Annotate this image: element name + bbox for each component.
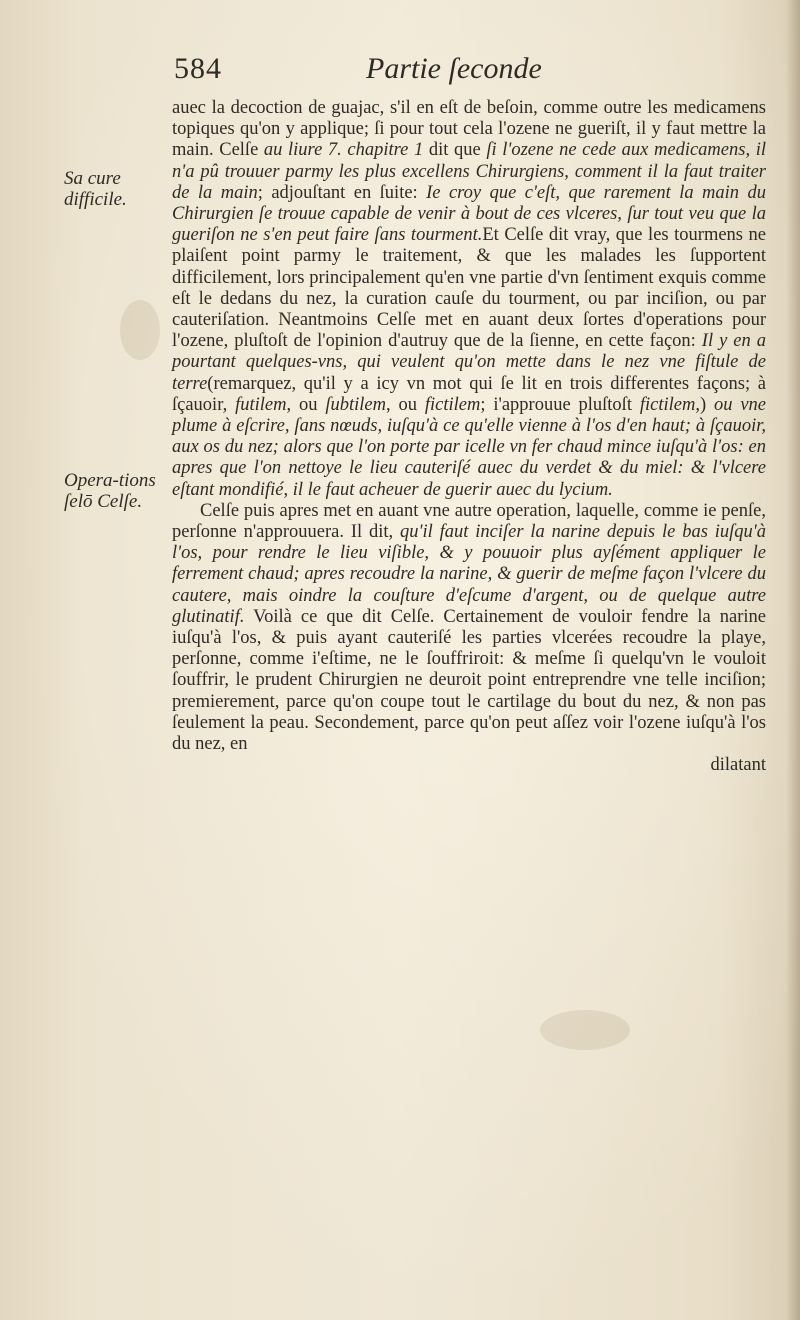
text-run-italic: Ie croy que c'eſt, que rarement la main du Chirurgien ſe trouue capable de venir à bout de ces vlceres, ſur tout veu que la gueriſon ne s'en peut faire ſans tourment.	[172, 182, 766, 246]
text-run: , ou	[286, 394, 326, 415]
page-gutter-shadow	[786, 0, 800, 1320]
text-run: Voilà ce que dit Celſe. Certainement de vouloir fendre la narine iuſqu'à l'os, & puis ayant cauteriſé les parties vlcerées recoudre la playe, perſonne, comme i'eſtime, ne le ſouffriroit: & meſme ſi quelqu'vn le vouloit ſouffrir, le prudent Chirurgien ne deuroit point entreprendre vne telle inciſion; premierement, parce qu'on coupe tout le cartilage du bout du nez, & non pas ſeulement la peau. Secondement, parce qu'on peut aſſez voir l'ozene iuſqu'à l'os du nez, en	[172, 606, 766, 755]
margin-note-cure: Sa cure difficile.	[64, 168, 127, 210]
text-run: ; i'approuue pluſtoſt	[480, 394, 640, 415]
text-run-italic: ſi l'ozene ne cede aux medicamens, il n'a pû trouuer parmy les plus excellens Chirurgiens, comment il la faut traiter de la main	[172, 140, 766, 203]
text-run: Celſe puis apres met en auant vne autre operation, laquelle, comme ie penſe, perſonne n'approuuera. Il dit,	[172, 500, 766, 543]
paragraph-1	[172, 98, 766, 501]
catchword: dilatant	[710, 755, 766, 776]
text-run: ,)	[695, 394, 714, 415]
paragraph-2	[172, 501, 766, 755]
text-run: (remarquez, qu'il y a icy vn mot qui ſe lit en trois differentes façons; à ſçauoir,	[172, 373, 766, 415]
text-run-italic: ſubtilem	[325, 394, 386, 415]
text-run-italic: Il y en a pourtant quelques-vns, qui veulent qu'on mette dans le nez vne fiſtule de terre	[172, 331, 766, 394]
text-run: dit que	[423, 140, 487, 161]
text-run: Et Celſe dit vray, que les tourmens ne plaiſent point parmy le traitement, & que les malades les ſupportent difficilement, lors principalement qu'en vne partie d'vn ſentiment exquis comme eſt le dedans du nez, la curation cauſe du tourment, ou par inciſion, ou par cauteriſation. Neantmoins Celſe met en auant deux ſortes d'operations pour l'ozene, pluſtoſt de l'opinion d'autruy que de la ſienne, en cette façon:	[172, 225, 766, 352]
text-run-italic: fictilem	[639, 394, 696, 415]
text-run-italic: futilem	[235, 394, 287, 415]
margin-note-operations: Opera-tions ſelō Celſe.	[64, 470, 156, 512]
text-run-italic: ou vne plume à eſcrire, ſans nœuds, iuſqu'à ce qu'elle vienne à l'os d'en haut; à ſçauoir, aux os du nez; alors que l'on porte par icelle vn fer chaud mince iuſqu'à l'os: en apres que l'on nettoye le lieu cauteriſé auec du verdet & du miel: & l'vlcere eſtant mondifié, il le faut acheuer de guerir auec du lycium.	[172, 394, 767, 500]
body-text	[172, 98, 766, 777]
text-run-italic: fictilem	[424, 394, 481, 415]
text-run: auec la decoction de guajac, s'il en eſt de beſoin, comme outre les medicamens topiques qu'on y applique; ſi pour tout cela l'ozene ne gueriſt, il y faut mettre la main. Celſe	[172, 98, 766, 161]
text-run-italic: qu'il faut inciſer la narine depuis le bas iuſqu'à l'os, pour rendre le lieu viſible, & y pouuoir plus ayſément appliquer le ferrement chaud; apres recoudre la narine, & guerir de meſme façon l'vlcere du cautere, mais oindre la couſture d'eſcume d'argent, ou de quelque autre glutinatif.	[172, 522, 766, 627]
page-header	[174, 52, 614, 96]
paper-stain	[540, 1010, 630, 1050]
text-run: ; adjouſtant en ſuite:	[257, 182, 427, 203]
text-run: , ou	[386, 394, 425, 415]
page-number: 584	[174, 52, 222, 85]
running-title: Partie ſeconde	[366, 52, 542, 85]
text-run-italic: au liure 7. chapitre 1	[263, 140, 424, 161]
paper-stain	[120, 300, 160, 360]
